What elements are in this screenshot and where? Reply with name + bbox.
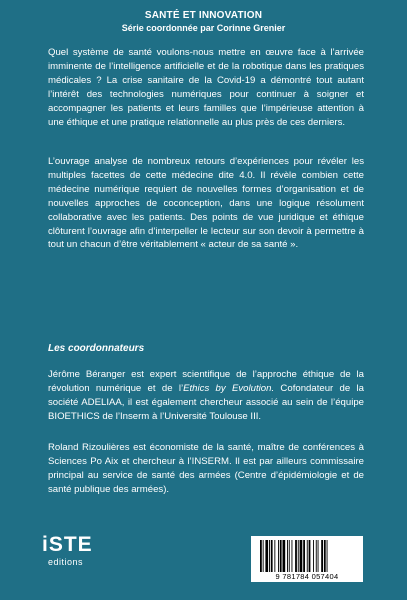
barcode-bar: [287, 540, 288, 572]
coordinator-text-1-end: Cofondateur de la société ADELIAA, il est également chercheur associé au sein de l’équipe BIOETHICS de l’Inserm à l’Université Toulouse III.: [48, 382, 364, 422]
barcode-bar: [278, 540, 279, 572]
barcode-bar: [327, 540, 328, 572]
barcode-bar: [265, 540, 268, 572]
description-paragraph-1: [48, 46, 364, 129]
barcode-bar: [316, 540, 317, 572]
coordinator-paragraph-1: [48, 368, 364, 424]
coordinator-text-1-italic: Ethics by Evolution.: [183, 382, 275, 394]
barcode-bar: [292, 540, 293, 572]
barcode: [251, 536, 363, 582]
coordinators-heading: Les coordonnateurs: [48, 343, 145, 354]
barcode-bar: [289, 540, 290, 572]
barcode-bar: [307, 540, 308, 572]
coordinator-paragraph-2: [48, 441, 364, 497]
barcode-bar: [318, 540, 319, 572]
series-header: [0, 10, 407, 33]
description-paragraph-2: [48, 155, 364, 252]
barcode-bar: [298, 540, 299, 572]
barcode-bar: [321, 540, 323, 572]
description-text-1: Quel système de santé voulons-nous mettre en œuvre face à l’arrivée imminente de l’intelligence artificielle et de la robotique dans les pratiques médicales ? La crise sanitaire de la Covid-19 a démontré tout autant l’intérêt des technologies numériques pour continuer à soigner et accompagner les patients et leurs familles que l’impérieuse attention à une éthique et une pratique relationnelle au plus près de ces derniers.: [48, 47, 364, 128]
iste-logo: [42, 534, 114, 572]
description-text-2: L’ouvrage analyse de nombreux retours d’expériences pour révéler les multiples facettes de cette médecine dite 4.0. Il révèle combien cette médecine numérique requiert de nouvelles formes d’organisation et de nouvelles approches de coconception, dans une logique résolument collaborative avec les patients. Des points de vue juridique et éthique clôturent l’ouvrage afin d’interpeller le lecteur sur son devoir à permettre à tout un chacun d’être véritablement « acteur de sa santé ».: [48, 156, 364, 251]
barcode-bar: [324, 540, 326, 572]
barcode-bar: [271, 540, 273, 572]
coordinator-text-2: Roland Rizoulières est économiste de la santé, maître de conférences à Sciences Po Aix et chercheur à l’INSERM. Il est par ailleurs commissaire principal au service de santé des armées (Centre d’épidémiologie et de santé publique des armées).: [48, 442, 364, 495]
barcode-bar: [280, 540, 282, 572]
logo-sub-text: editions: [48, 557, 84, 567]
coordinator-text-1: [48, 368, 364, 424]
barcode-bar: [274, 540, 275, 572]
series-subtitle: Série coordonnée par Corinne Grenier: [121, 23, 286, 33]
coordinator-text-1-start: Jérôme Béranger est expert scientifique de l’approche éthique de la révolution numérique et de l’: [48, 369, 364, 394]
series-title: SANTÉ ET INNOVATION: [144, 10, 263, 21]
barcode-number: 9 781784 057404: [275, 572, 339, 581]
barcode-bar: [309, 540, 311, 572]
logo-main-text: iSTE: [42, 533, 93, 556]
barcode-bar: [295, 540, 297, 572]
barcode-bar: [313, 540, 314, 572]
barcode-bar: [263, 540, 264, 572]
barcode-bar: [283, 540, 286, 572]
barcode-icon: [259, 540, 355, 572]
barcode-bar: [300, 540, 303, 572]
barcode-bar: [269, 540, 270, 572]
barcode-bar: [303, 540, 305, 572]
barcode-bar: [260, 540, 262, 572]
